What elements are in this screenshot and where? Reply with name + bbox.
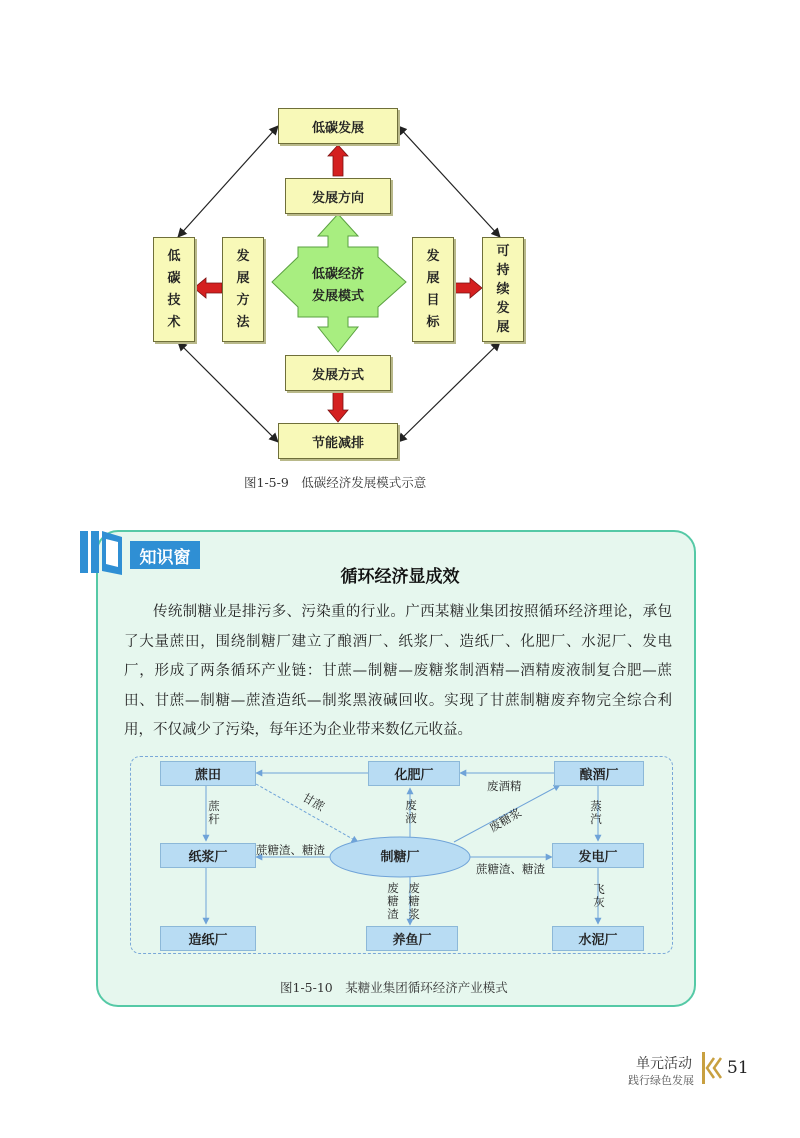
vchar: 糖	[387, 894, 399, 908]
label-zhengqi	[589, 800, 603, 826]
vchar: 展	[426, 270, 440, 286]
vchar: 发	[496, 301, 510, 316]
vchar: 可	[496, 244, 510, 259]
vchar: 法	[236, 314, 250, 330]
vchar: 目	[426, 292, 440, 308]
diag-arrow-top-left	[178, 126, 278, 237]
diag-arrow-bottom-left	[178, 342, 278, 442]
vchar: 碳	[167, 270, 181, 286]
label-zhegan	[207, 800, 221, 826]
vchar: 飞	[593, 882, 605, 896]
node-niangjiu: 酿酒厂	[554, 761, 644, 786]
vchar: 方	[236, 292, 250, 308]
vchar: 技	[167, 292, 181, 308]
center-label-line1: 低碳经济	[311, 267, 364, 282]
label-feitangzha	[386, 882, 400, 921]
vchar: 展	[496, 320, 510, 335]
vchar: 废	[387, 881, 399, 895]
red-arrow-left	[194, 278, 222, 298]
vchar: 发	[236, 248, 250, 264]
vchar: 持	[496, 263, 510, 278]
node-zhijiang: 纸浆厂	[160, 843, 256, 868]
vchar: 浆	[408, 907, 420, 921]
node-zhitang: 制糖厂	[380, 850, 420, 865]
vchar: 汽	[590, 812, 602, 826]
vchar: 液	[405, 811, 417, 825]
footer-double-chevron-icon	[702, 1052, 724, 1084]
node-shuini: 水泥厂	[552, 926, 644, 951]
figure1-caption: 图1-5-9 低碳经济发展模式示意	[244, 475, 427, 490]
paragraph-text: 传统制糖业是排污多、污染重的行业。广西某糖业集团按照循环经济理论，承包了大量蔗田，围绕制糖厂建立了酿酒厂、纸浆厂、造纸厂、化肥厂、水泥厂、发电厂，形成了两条循环产业链：甘蔗—制糖—废糖浆制酒精—酒精废液制复合肥—蔗田、甘蔗—制糖—蔗渣造纸—制浆黑液碱回收。实现了甘蔗制糖废弃物完全综合利用，不仅减少了污染，每年还为企业带来数亿元收益。	[124, 604, 672, 738]
node-huafei: 化肥厂	[368, 761, 460, 786]
red-arrow-down	[328, 392, 348, 422]
node-zaozhi: 造纸厂	[160, 926, 256, 951]
label-feijiujing: 废酒精	[487, 779, 522, 793]
vchar: 蔗	[208, 799, 220, 813]
vchar: 标	[426, 314, 440, 330]
box-energy-saving: 节能减排	[278, 423, 398, 459]
box-low-carbon-technology	[153, 237, 195, 342]
node-fadian: 发电厂	[552, 843, 644, 868]
vchar: 续	[496, 282, 510, 297]
vchar: 灰	[593, 895, 605, 909]
label-feitangjiang-v	[407, 882, 421, 921]
box-sustainable-development	[482, 237, 524, 342]
vchar: 渣	[387, 907, 399, 921]
node-zhetian: 蔗田	[160, 761, 256, 786]
label-feitangjiang: 废糖浆	[486, 805, 524, 835]
red-arrow-right	[455, 278, 482, 298]
label-zhetangzha-left: 蔗糖渣、糖渣	[256, 843, 325, 857]
box-development-mode: 发展方式	[285, 355, 391, 391]
vchar: 发	[426, 248, 440, 264]
center-label-line2: 发展模式	[311, 289, 364, 304]
vchar: 展	[236, 270, 250, 286]
footer-unit-title: 单元活动	[636, 1056, 692, 1072]
page-number: 51	[727, 1058, 749, 1078]
knowledge-badge: 知识窗	[130, 541, 200, 569]
footer-subtitle: 践行绿色发展	[628, 1074, 694, 1087]
figure1-connectors	[0, 0, 800, 520]
vchar: 蒸	[590, 799, 602, 813]
figure2-caption: 图1-5-10 某糖业集团循环经济产业模式	[280, 980, 508, 995]
label-ganzhe: 甘蔗	[300, 790, 327, 814]
vchar: 废	[405, 798, 417, 812]
center-label	[298, 264, 378, 308]
vchar: 术	[167, 314, 181, 330]
vchar: 废	[408, 881, 420, 895]
label-zhetangzha-right: 蔗糖渣、糖渣	[476, 862, 545, 876]
label-feiye	[404, 799, 418, 825]
box-low-carbon-development: 低碳发展	[278, 108, 398, 144]
red-arrow-up	[328, 145, 348, 176]
vchar: 低	[167, 248, 181, 264]
diag-arrow-top-right	[398, 126, 500, 237]
knowledge-paragraph	[124, 598, 672, 746]
box-development-goal	[412, 237, 454, 342]
box-development-method	[222, 237, 264, 342]
box-development-direction: 发展方向	[285, 178, 391, 214]
node-yangyu: 养鱼厂	[366, 926, 458, 951]
vchar: 秆	[208, 812, 220, 826]
diag-arrow-bottom-right	[398, 342, 500, 442]
vchar: 糖	[408, 894, 420, 908]
knowledge-title: 循环经济显成效	[340, 567, 460, 587]
label-feihui	[592, 883, 606, 909]
